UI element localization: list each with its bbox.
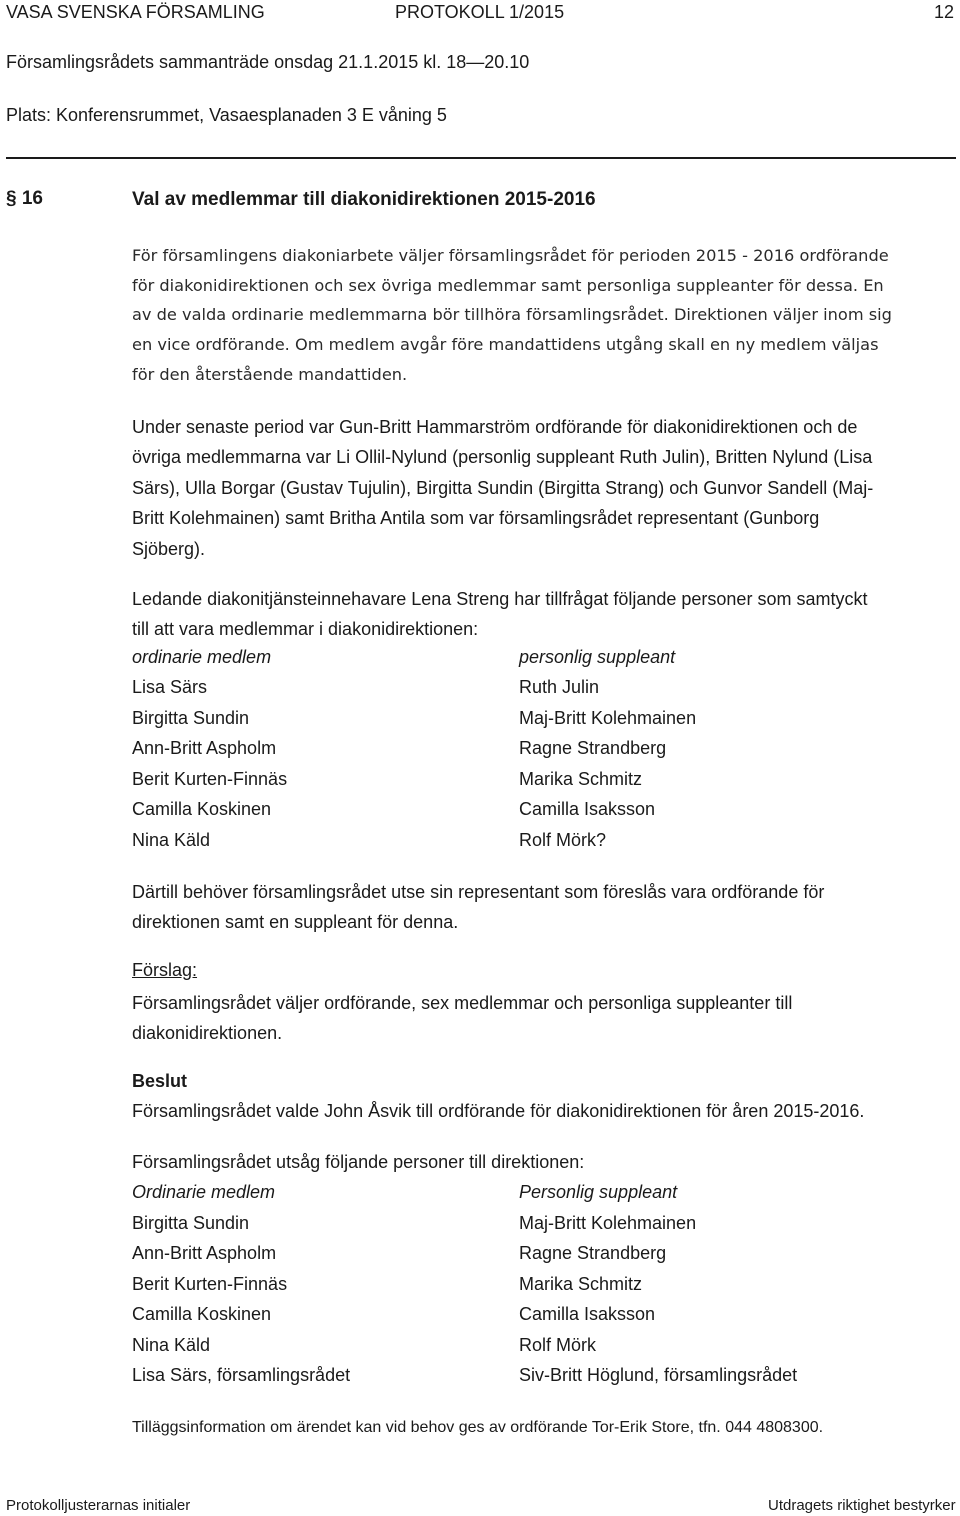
footer-certification-label: Utdragets riktighet bestyrker — [768, 1497, 956, 1514]
proposed-member: Ann-Britt Aspholm — [132, 738, 277, 758]
proposed-member: Lisa Särs — [132, 677, 208, 697]
period-line: övriga medlemmarna var Li Ollil-Nylund (personlig suppleant Ruth Julin), Britten Nylund (Lisa — [132, 447, 873, 468]
elected-substitute: Rolf Mörk — [519, 1335, 597, 1355]
proposed-substitute: Maj-Britt Kolehmainen — [519, 708, 697, 728]
proposal-line: diakonidirektionen. — [132, 1023, 283, 1044]
proposed-substitute: Camilla Isaksson — [519, 799, 656, 819]
intro-line: av de valda ordinarie medlemmarna bör tillhöra församlingsrådet. Direktionen väljer inom sig — [132, 305, 892, 325]
proposed-col2-header: personlig suppleant — [519, 647, 676, 667]
period-line: Särs), Ulla Borgar (Gustav Tujulin), Birgitta Sundin (Birgitta Strang) och Gunvor Sandell (Maj- — [132, 477, 874, 498]
proposal-line: Församlingsrådet väljer ordförande, sex medlemmar och personliga suppleanter till — [132, 993, 793, 1013]
intro-line: för den återstående mandattiden. — [132, 364, 408, 384]
proposed-substitute: Marika Schmitz — [519, 769, 643, 789]
intro-line: en vice ordförande. Om medlem avgår före mandattidens utgång skall en ny medlem väljas — [132, 335, 879, 355]
ask-line: till att vara medlemmar i diakonidirektionen: — [132, 619, 479, 640]
header-place: Plats: Konferensrummet, Vasaesplanaden 3 E våning 5 — [6, 105, 447, 125]
elected-col1-header: Ordinarie medlem — [132, 1182, 276, 1202]
period-line: Sjöberg). — [132, 538, 206, 559]
elected-substitute: Maj-Britt Kolehmainen — [519, 1213, 697, 1233]
header-org: VASA SVENSKA FÖRSAMLING — [6, 2, 265, 22]
proposed-col1-header: ordinarie medlem — [132, 647, 272, 667]
elected-substitute: Siv-Britt Höglund, församlingsrådet — [519, 1365, 798, 1385]
elected-member: Berit Kurten-Finnäs — [132, 1274, 288, 1294]
elected-intro: Församlingsrådet utsåg följande personer till direktionen: — [132, 1152, 585, 1172]
proposal-label: Förslag: — [132, 960, 198, 980]
decision-label: Beslut — [132, 1071, 188, 1091]
proposed-substitute: Ruth Julin — [519, 677, 600, 697]
period-line: Under senaste period var Gun-Britt Hammarström ordförande för diakonidirektionen och de — [132, 417, 858, 437]
elected-substitute: Ragne Strandberg — [519, 1243, 667, 1263]
previous-period-paragraph — [132, 412, 954, 564]
elected-member: Birgitta Sundin — [132, 1213, 250, 1233]
proposed-member: Camilla Koskinen — [132, 799, 272, 819]
section-title: Val av medlemmar till diakonidirektionen 2015-2016 — [132, 189, 596, 210]
elected-member: Lisa Särs, församlingsrådet — [132, 1365, 351, 1385]
additional-info: Tilläggsinformation om ärendet kan vid behov ges av ordförande Tor-Erik Store, tfn. 044 4808300. — [132, 1419, 824, 1436]
header-page-number: 12 — [934, 2, 955, 22]
footer-initials-label: Protokolljusterarnas initialer — [6, 1497, 191, 1514]
ask-line: Ledande diakonitjänsteinnehavare Lena Streng har tillfrågat följande personer som samtyckt — [132, 589, 868, 609]
proposed-member: Berit Kurten-Finnäs — [132, 769, 288, 789]
elected-member: Nina Käld — [132, 1335, 211, 1355]
decision-text: Församlingsrådet valde John Åsvik till ordförande för diakonidirektionen för åren 2015-2016. — [132, 1101, 865, 1121]
proposed-substitute: Rolf Mörk? — [519, 830, 607, 850]
addition-line: Därtill behöver församlingsrådet utse sin representant som föreslås vara ordförande för — [132, 882, 825, 902]
proposal-paragraph — [132, 988, 954, 1049]
intro-paragraph — [132, 241, 954, 390]
header-meeting: Församlingsrådets sammanträde onsdag 21.1.2015 kl. 18—20.10 — [6, 52, 530, 72]
section-number: § 16 — [6, 188, 43, 209]
elected-col2-header: Personlig suppleant — [519, 1182, 678, 1202]
proposed-substitute: Ragne Strandberg — [519, 738, 667, 758]
proposed-member: Birgitta Sundin — [132, 708, 250, 728]
header-protocol: PROTOKOLL 1/2015 — [395, 2, 565, 22]
intro-line: För församlingens diakoniarbete väljer församlingsrådet för perioden 2015 - 2016 ordförande — [132, 246, 889, 265]
elected-substitute: Camilla Isaksson — [519, 1304, 656, 1324]
asked-paragraph — [132, 584, 954, 645]
elected-substitute: Marika Schmitz — [519, 1274, 643, 1294]
intro-line: för diakonidirektionen och sex övriga medlemmar samt personliga suppleanter för dessa. En — [132, 275, 884, 295]
header-divider — [6, 157, 956, 159]
proposed-member: Nina Käld — [132, 830, 211, 850]
elected-member: Ann-Britt Aspholm — [132, 1243, 277, 1263]
addition-line: direktionen samt en suppleant för denna. — [132, 912, 459, 933]
elected-member: Camilla Koskinen — [132, 1304, 272, 1324]
period-line: Britt Kolehmainen) samt Britha Antila som var församlingsrådet representant (Gunborg — [132, 508, 820, 529]
addition-paragraph — [132, 877, 954, 938]
